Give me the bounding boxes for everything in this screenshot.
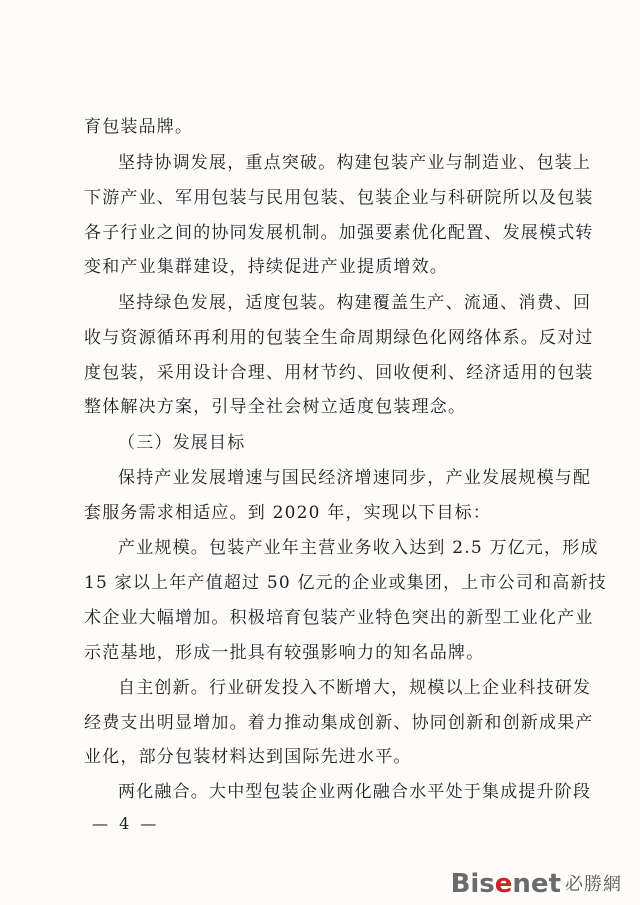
text-line-18: 经费支出明显增加。着力推动集成创新、协同创新和创新成果产 (84, 713, 594, 733)
watermark-latin-suffix: net (512, 869, 561, 899)
section-heading: （三）发展目标 (118, 433, 246, 453)
text-line-3: 下游产业、军用包装与民用包装、包装企业与科研院所以及包装 (84, 188, 594, 208)
text-line-1: 育包装品牌。 (84, 117, 194, 137)
text-line-12: 套服务需求相适应。到 2020 年，实现以下目标： (84, 503, 492, 523)
text-line-6: 坚持绿色发展，适度包装。构建覆盖生产、流通、消费、回 (118, 293, 592, 313)
text-line-8: 度包装，采用设计合理、用材节约、回收便利、经济适用的包装 (84, 363, 594, 383)
text-line-11: 保持产业发展增速与国民经济增速同步，产业发展规模与配 (118, 468, 592, 488)
text-line-19: 业化，部分包装材料达到国际先进水平。 (84, 747, 412, 767)
watermark-latin-accent: e (494, 869, 513, 899)
watermark-logo (451, 869, 622, 899)
text-line-20: 两化融合。大中型包装企业两化融合水平处于集成提升阶段 (118, 782, 592, 802)
text-line-16: 示范基地，形成一批具有较强影响力的知名品牌。 (84, 643, 485, 663)
text-line-4: 各子行业之间的协同发展机制。加强要素优化配置、发展模式转 (84, 223, 594, 243)
text-line-5: 变和产业集群建设，持续促进产业提质增效。 (84, 257, 448, 277)
text-line-2: 坚持协调发展，重点突破。构建包装产业与制造业、包装上 (118, 153, 592, 173)
text-line-13: 产业规模。包装产业年主营业务收入达到 2.5 万亿元，形成 (118, 538, 599, 558)
text-line-17: 自主创新。行业研发投入不断增大，规模以上企业科技研发 (118, 678, 592, 698)
page-number: — 4 — (92, 814, 160, 833)
watermark-cjk: 必勝網 (565, 874, 622, 895)
text-line-14: 15 家以上年产值超过 50 亿元的企业或集团，上市公司和高新技 (84, 573, 607, 593)
text-line-15: 术企业大幅增加。积极培育包装产业特色突出的新型工业化产业 (84, 608, 594, 628)
watermark-latin (451, 869, 561, 899)
watermark-latin-prefix: Bis (450, 869, 495, 899)
text-line-7: 收与资源循环再利用的包装全生命周期绿色化网络体系。反对过 (84, 328, 594, 348)
text-line-9: 整体解决方案，引导全社会树立适度包装理念。 (84, 397, 467, 417)
